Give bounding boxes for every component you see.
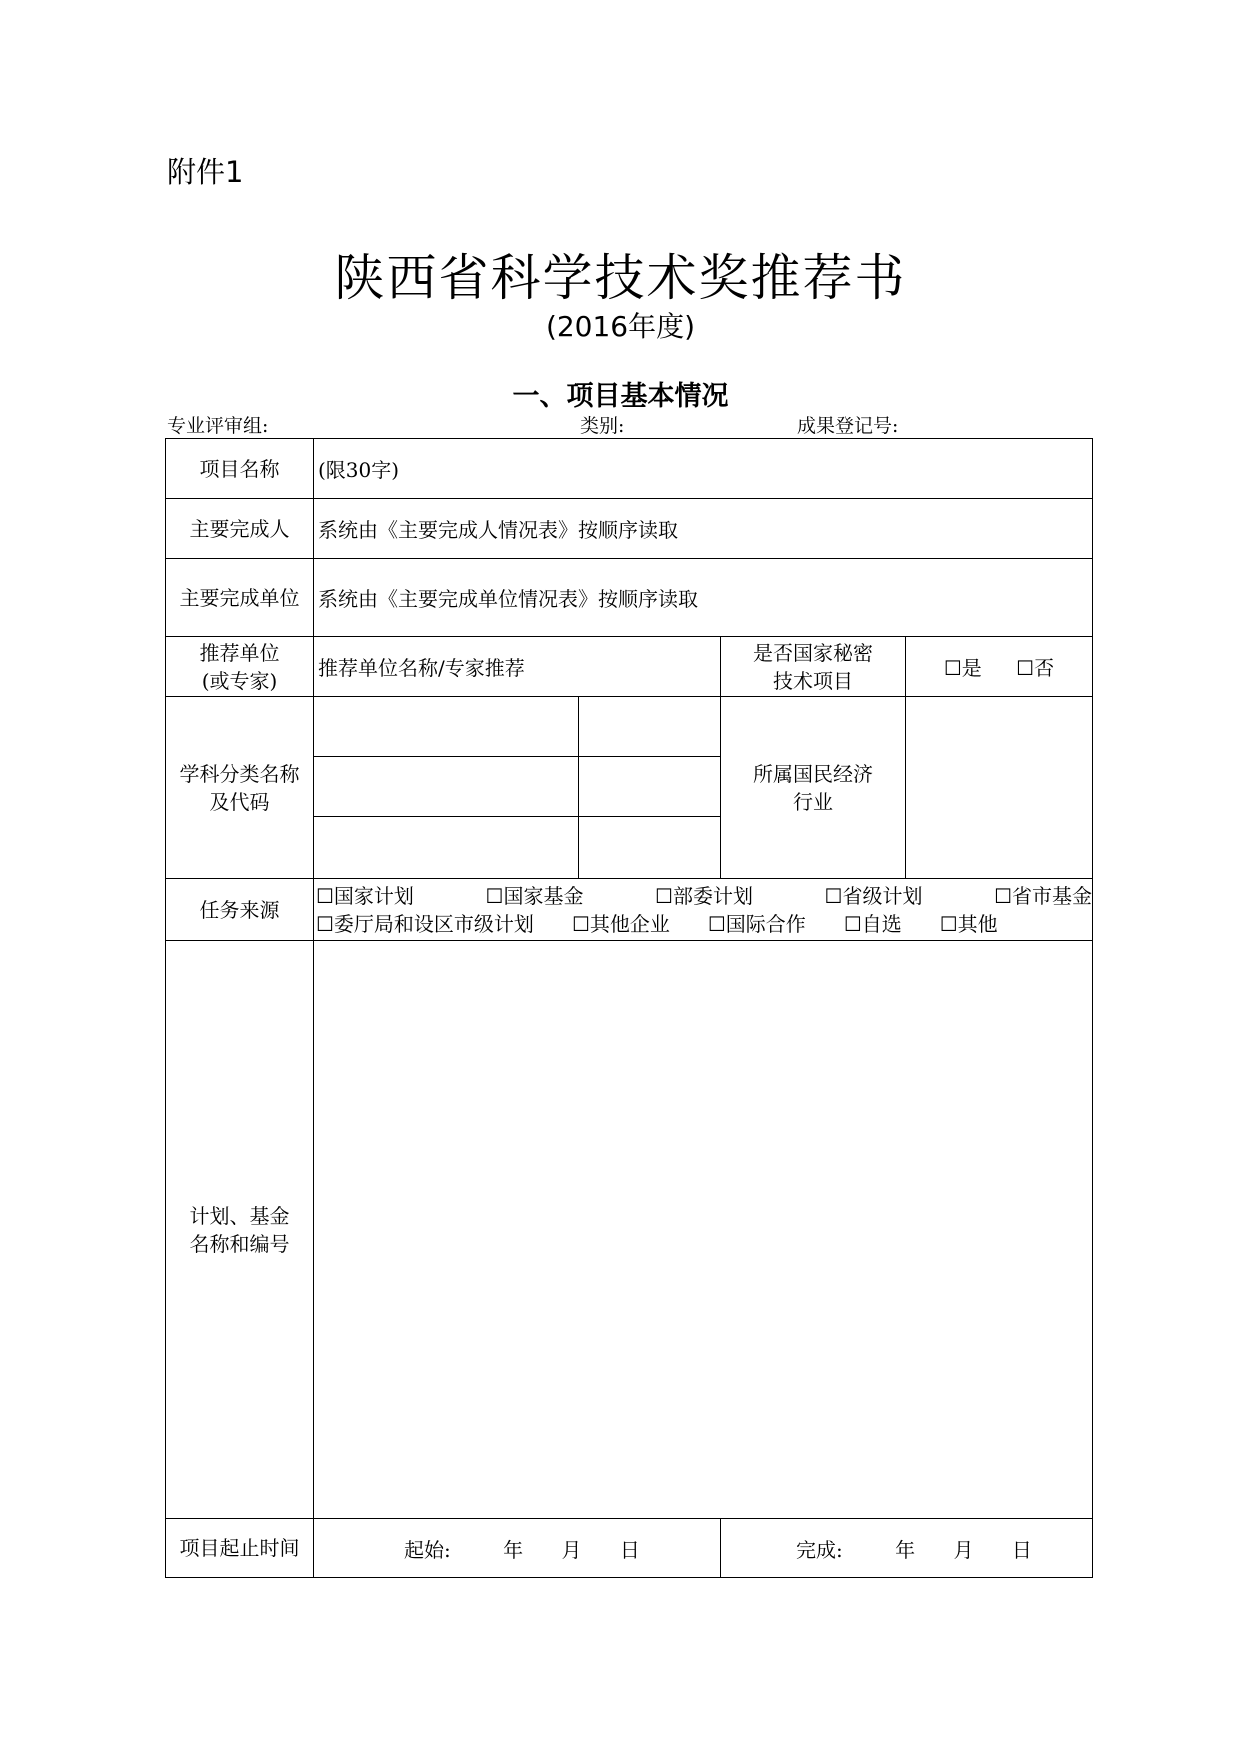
discipline-label-line1: 学科分类名称 xyxy=(179,761,300,786)
discipline-label xyxy=(166,697,314,879)
secret-yes-checkbox[interactable]: ☐是 xyxy=(943,656,982,680)
secret-project-choice xyxy=(906,637,1093,697)
start-month-label: 月 xyxy=(561,1537,582,1562)
project-name-field[interactable]: (限30字) xyxy=(314,439,1093,499)
start-date-field[interactable] xyxy=(314,1519,721,1578)
end-year-label: 年 xyxy=(895,1537,916,1562)
discipline-code-field-1[interactable] xyxy=(579,697,721,757)
discipline-code-field-3[interactable] xyxy=(579,817,721,879)
secret-label-line1: 是否国家秘密 xyxy=(753,640,873,665)
start-year-label: 年 xyxy=(503,1537,524,1562)
registration-no-label: 成果登记号: xyxy=(797,415,899,437)
project-name-label: 项目名称 xyxy=(166,439,314,499)
option-self-selected-checkbox[interactable]: ☐自选 xyxy=(843,911,902,936)
main-units-field[interactable]: 系统由《主要完成单位情况表》按顺序读取 xyxy=(314,559,1093,637)
task-source-label: 任务来源 xyxy=(166,879,314,941)
discipline-code-field-2[interactable] xyxy=(579,757,721,817)
recommender-field[interactable]: 推荐单位名称/专家推荐 xyxy=(314,637,721,697)
secret-no-checkbox[interactable]: ☐否 xyxy=(1016,656,1055,680)
end-label: 完成: xyxy=(796,1537,843,1562)
industry-field[interactable] xyxy=(906,697,1093,879)
option-ministry-plan-checkbox[interactable]: ☐部委计划 xyxy=(655,883,753,908)
project-info-table xyxy=(165,438,1093,1578)
table-row xyxy=(166,697,1093,757)
option-other-checkbox[interactable]: ☐其他 xyxy=(939,911,998,936)
industry-label-line1: 所属国民经济 xyxy=(753,761,873,786)
task-source-row-2 xyxy=(316,910,1092,938)
secret-project-label xyxy=(721,637,906,697)
category-label: 类别: xyxy=(580,415,625,437)
table-row xyxy=(166,439,1093,499)
plan-fund-label-line2: 名称和编号 xyxy=(189,1231,290,1256)
start-day-label: 日 xyxy=(619,1537,640,1562)
option-bureau-city-plan-checkbox[interactable]: ☐委厅局和设区市级计划 xyxy=(316,911,534,936)
main-units-label: 主要完成单位 xyxy=(166,559,314,637)
main-persons-field[interactable]: 系统由《主要完成人情况表》按顺序读取 xyxy=(314,499,1093,559)
option-intl-cooperation-checkbox[interactable]: ☐国际合作 xyxy=(707,911,806,936)
industry-label xyxy=(721,697,906,879)
start-label: 起始: xyxy=(404,1537,451,1562)
plan-fund-field[interactable] xyxy=(314,941,1093,1519)
task-source-row-1 xyxy=(316,882,1092,910)
discipline-name-field-1[interactable] xyxy=(314,697,579,757)
end-day-label: 日 xyxy=(1011,1537,1032,1562)
option-other-enterprise-checkbox[interactable]: ☐其他企业 xyxy=(571,911,670,936)
option-national-fund-checkbox[interactable]: ☐国家基金 xyxy=(485,883,584,908)
end-date-field[interactable] xyxy=(721,1519,1093,1578)
recommender-label xyxy=(166,637,314,697)
attachment-label: 附件1 xyxy=(167,155,244,189)
year-subtitle: (2016年度) xyxy=(545,310,696,343)
table-row xyxy=(166,637,1093,697)
table-row xyxy=(166,1519,1093,1578)
table-row xyxy=(166,499,1093,559)
industry-label-line2: 行业 xyxy=(793,789,833,814)
section-title: 一、项目基本情况 xyxy=(512,381,729,412)
secret-label-line2: 技术项目 xyxy=(773,668,853,693)
recommender-label-line2: (或专家) xyxy=(201,668,278,693)
task-source-options xyxy=(314,879,1093,941)
discipline-name-field-2[interactable] xyxy=(314,757,579,817)
discipline-label-line2: 及代码 xyxy=(209,789,270,814)
option-province-city-fund-checkbox[interactable]: ☐省市基金 xyxy=(994,883,1092,908)
page-title: 陕西省科学技术奖推荐书 xyxy=(334,249,907,307)
discipline-name-field-3[interactable] xyxy=(314,817,579,879)
table-row xyxy=(166,941,1093,1519)
end-month-label: 月 xyxy=(953,1537,974,1562)
recommender-label-line1: 推荐单位 xyxy=(199,640,280,665)
table-row xyxy=(166,559,1093,637)
period-label: 项目起止时间 xyxy=(166,1519,314,1578)
option-national-plan-checkbox[interactable]: ☐国家计划 xyxy=(316,883,414,908)
option-provincial-plan-checkbox[interactable]: ☐省级计划 xyxy=(824,883,923,908)
main-persons-label: 主要完成人 xyxy=(166,499,314,559)
review-group-label: 专业评审组: xyxy=(167,415,269,437)
table-row xyxy=(166,879,1093,941)
plan-fund-label xyxy=(166,941,314,1519)
plan-fund-label-line1: 计划、基金 xyxy=(189,1203,290,1228)
